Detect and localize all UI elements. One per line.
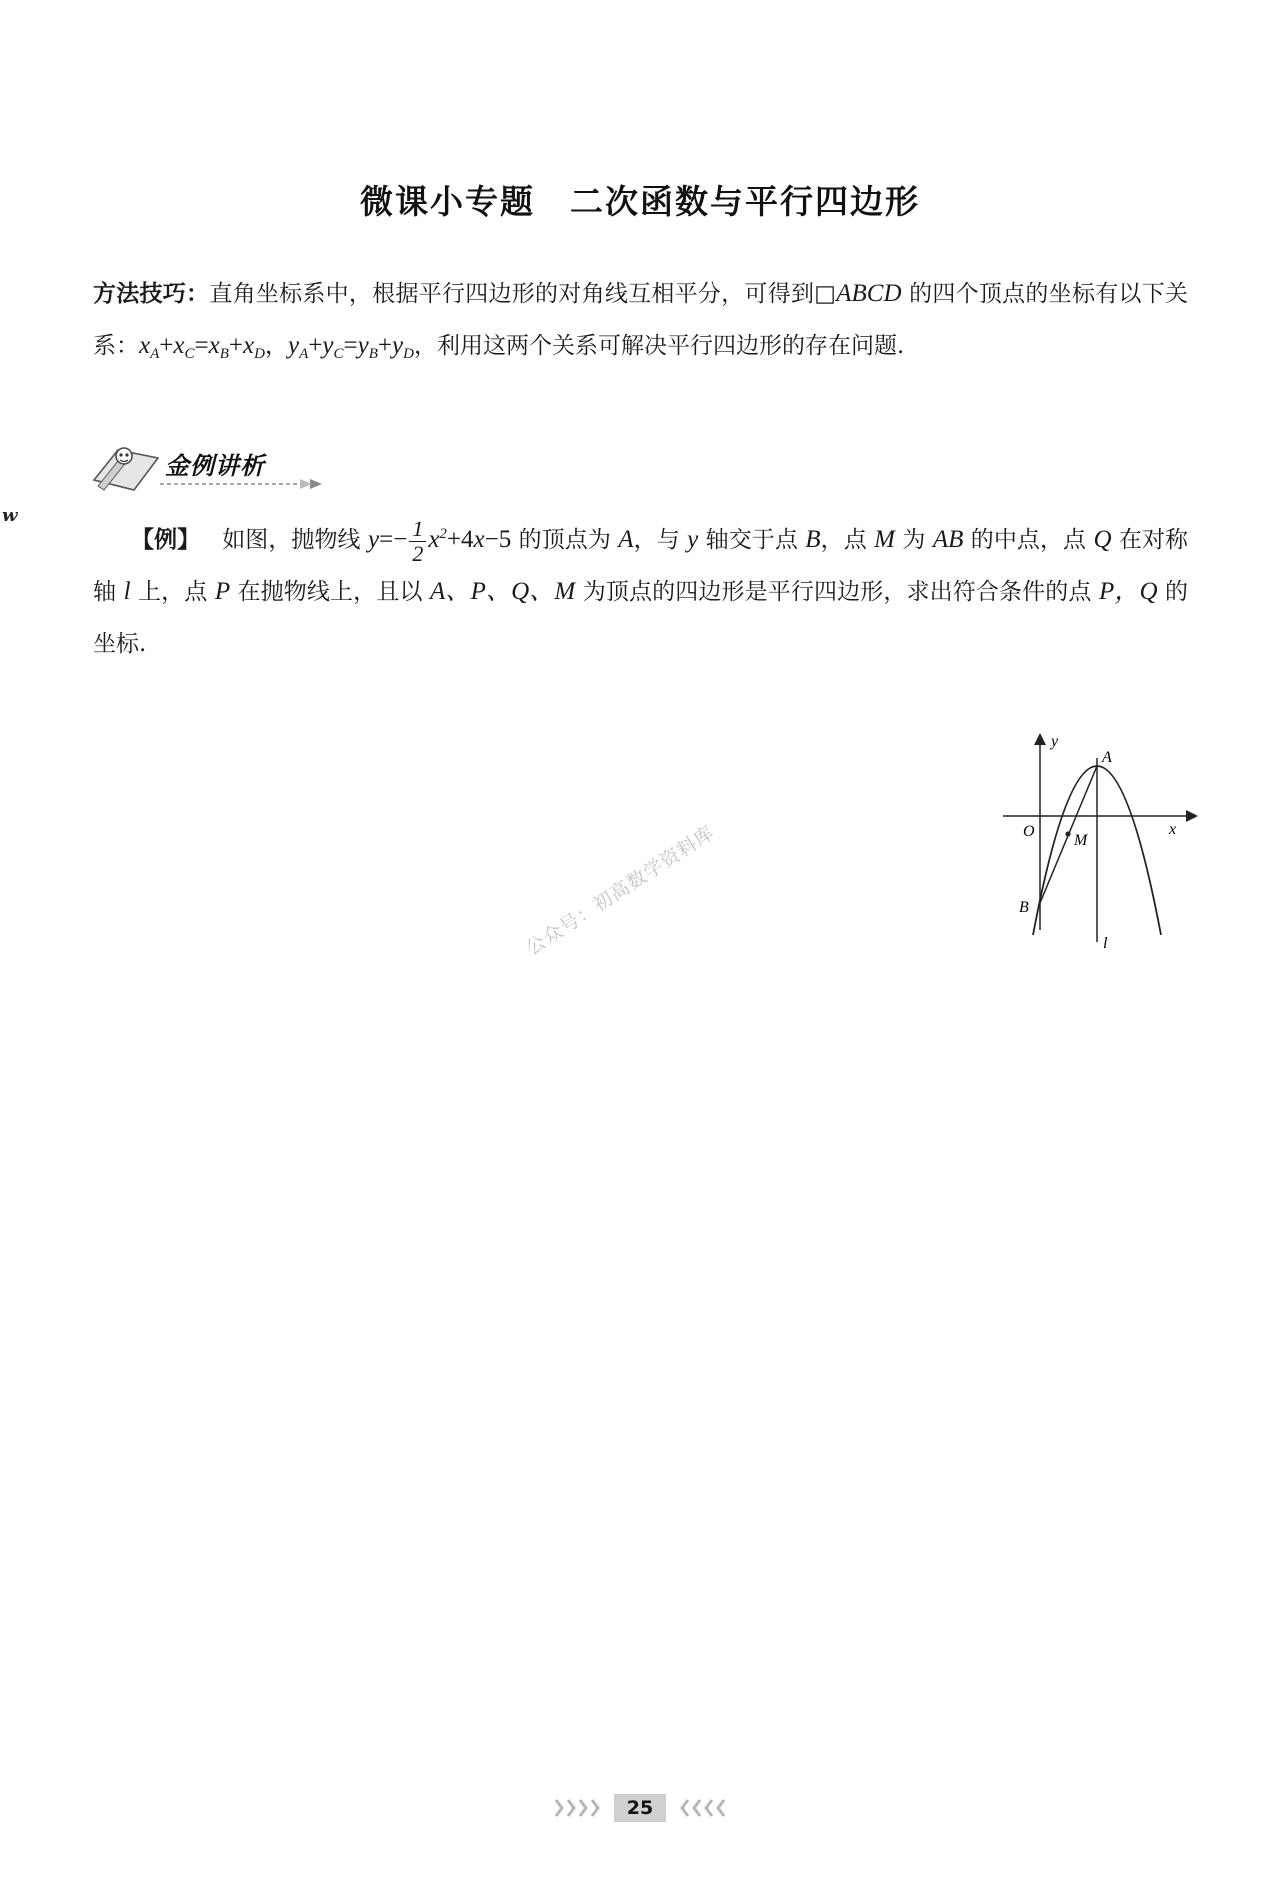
section-heading: 金例讲析 — [165, 452, 265, 480]
abcd-label: ABCD — [836, 280, 902, 307]
method-text-2: 的四个顶点的坐标有以下关系： — [93, 281, 1189, 359]
stray-mark: w — [2, 505, 18, 526]
method-text-3: ，利用这两个关系可解决平行四边形的存在问题. — [413, 333, 905, 359]
method-text-1: 直角坐标系中，根据平行四边形的对角线互相平分，可得到 — [209, 281, 815, 307]
label-M: M — [1074, 832, 1088, 849]
label-A: A — [1102, 749, 1112, 766]
x-relation: $x_A+x_C=x_B+x_D$ — [139, 332, 265, 362]
label-O: O — [1023, 823, 1035, 840]
book-icon — [94, 448, 158, 490]
example-tag: 【例】 — [131, 527, 201, 553]
watermark: 公众号：初高数学资料库 — [522, 821, 719, 960]
label-x: x — [1169, 821, 1177, 838]
label-l: l — [1103, 935, 1108, 950]
page-number: 25 — [614, 1794, 666, 1822]
parallelogram-symbol: □ — [814, 281, 837, 307]
method-tips — [93, 268, 1188, 372]
fraction-one-half: $\frac{1}{2}$ — [409, 517, 426, 566]
method-comma: ， — [264, 333, 288, 359]
method-label: 方法技巧： — [93, 281, 210, 307]
point-M — [1065, 831, 1070, 836]
parabola-equation: y=− $\frac{1}{2}$ $x^2+4x-5$ — [368, 515, 512, 566]
example-problem: 【例】 如图，抛物线 y=− $\frac{1}{2}$ $x^2+4x-5$ 的顶点为 A，与 y 轴交于点 B，点 M 为 AB 的中点，点 Q 在对称轴 l 上，点 P 在抛物线上，且以 A、P、Q、M 为顶点的四边形是平行四边形，求出符合条件的点 P，Q 的坐标. — [93, 515, 1189, 657]
label-B: B — [1019, 899, 1029, 916]
y-relation: $y_A+y_C=y_B+y_D$ — [287, 332, 414, 362]
label-y: y — [1051, 733, 1059, 750]
page-title: 微课小专题 二次函数与平行四边形 — [360, 182, 920, 221]
parabola-figure — [1003, 730, 1203, 950]
